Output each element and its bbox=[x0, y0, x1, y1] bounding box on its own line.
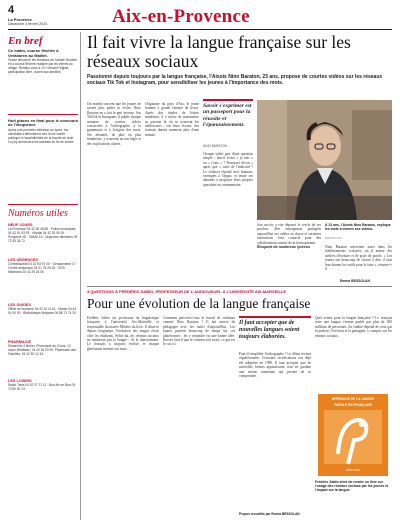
brief1-text: Venez découvrir les créations de l'artiste Nordine et la course fléchée réalisée par les élèves du village. Rendez-vous à 10 h devant l'église, participation libre, ouvert aux familles. bbox=[8, 58, 77, 75]
portrait-photo bbox=[257, 100, 392, 220]
urgences-title: LES URGENCES bbox=[8, 257, 38, 262]
numeros-sub: NEUF JOURS bbox=[8, 222, 33, 227]
article2-col1: Frédéric Sabio est professeur de linguistique française à l'université Aix-Marseille et responsable du master Métiers du livre. Il observe depuis longtemps l'évolution des usages écrits chez les étudiants. Selon lui, les réseaux sociaux ne menacent pas la langue : ils la transforment. Le français a toujours évolué, et chaque génération invente ses mots. bbox=[87, 316, 159, 351]
photo-credit: PHOTO D.R. bbox=[325, 236, 343, 240]
article2-pull-quote: Il faut accepter que de nouvelles langues soient toujours élaborées. bbox=[239, 320, 300, 340]
article1-bold-lead: Éloquent de nombreux lycéens bbox=[257, 245, 311, 249]
article2-headline: Pour une évolution de la langue française bbox=[87, 296, 311, 311]
sidebar-separator bbox=[80, 32, 81, 520]
article1-body-col3: Chaque vidéo part d'une question simple : faut-il écrire « je vais » ou « j'vais » ? Pourquoi dit-on « après que » suivi de l'indicatif ? Le créateur répond avec humour, exemples à l'appui, et invite ses abonnés à proposer leurs propres questions en commentaire. bbox=[203, 152, 253, 187]
brief2-head: Huit places en final pour le concours de l'éloquence bbox=[8, 117, 79, 128]
article1-headline: Il fait vivre la langue française sur les réseaux sociaux bbox=[87, 32, 351, 71]
book-cover-art bbox=[318, 394, 388, 476]
book-label-mid: PAROLE EN FRANÇAISE bbox=[334, 403, 372, 407]
edition-date: Dimanche 4 février 2024 bbox=[8, 22, 48, 26]
article1-body-col1: On entend souvent que les jeunes ne savent plus parler ni écrire. Nino Baraton en a fait le pari inverse. Sur TikTok et Instagram, il publie chaque semaine de courtes vidéos consacrées à l'orthographe, à la grammaire et à l'origine des mots. Ses abonnés, de plus en plus nombreux, y trouvent un ton léger et des explications claires. bbox=[87, 102, 141, 146]
article2-byline: Propos recueillis par Emma BESSOLAN bbox=[239, 512, 300, 516]
article1-quote: Savoir s'exprimer est un passeport pour la réussite et l'épanouissement. bbox=[203, 103, 252, 129]
numeros-title: Numéros utiles bbox=[8, 207, 68, 219]
loisirs-text: Radio Taxis 04 42 27 71 11 · Bus Aix en Bus 09 70 80 90 13 bbox=[8, 382, 76, 391]
article2-pull-quote-bar bbox=[239, 316, 311, 318]
article2-col2: Comment percevez-vous le travail de créateurs comme Nino Baraton ? Il fait œuvre de pédagogie avec les outils d'aujourd'hui. Les jeunes passent beaucoup de temps sur ces plateformes ; les y rejoindre est une bonne idée. Encore faut-il que le contenu soit exact, ce qui est le cas ici. bbox=[163, 316, 235, 347]
brief2-text: Après une première sélection au lycée, les candidats s'affronteront lors d'une soirée publique à l'amphithéâtre de la faculté de droit. Le jury annoncera les lauréats en fin de soirée. bbox=[8, 127, 75, 144]
book-caption: Frédéric Sabio vient de rendre un livre sur l'usage des réseaux sociaux par les jeunes et l'impact sur la langue. bbox=[315, 480, 389, 493]
article2-col3: Faut-il simplifier l'orthographe ? Le débat revient régulièrement. Certaines rectifications ont déjà été adoptées en 1990. Il faut accepter que de nouvelles formes apparaissent, tout en gardant une norme commune qui permet de se comprendre. bbox=[239, 352, 311, 379]
article1-body-col4: Son succès a vite dépassé le cercle de ses proches. Des enseignants partagent aujourd'hui ses vidéos en classe et certaines institutions l'ont contacté pour des collaborations autour de la francophonie. bbox=[257, 223, 321, 245]
article1-standfirst: Passionné depuis toujours par la langue française, l'Aixois Nino Baraton, 23 ans, propose de courtes vidéos sur les réseaux sociaux Tik Tok et Instagram, pour sensibiliser les jeunes à l'importance des mots. bbox=[87, 74, 383, 86]
article1-body-col2: Originaire du pays d'Aix, le jeune homme a grandi entouré de livres. Après des études de lettres modernes, il a choisi de transmettre sa passion là où se trouvent les adolescents : sur leurs écrans. Ses formats durent rarement plus d'une minute. bbox=[145, 102, 199, 137]
section-title: Aix-en-Provence bbox=[112, 6, 250, 27]
photo-caption: À 23 ans, l'Aixois Nino Baraton, explique les mots à travers ses vidéos. bbox=[325, 223, 391, 232]
paper-name: La Provence bbox=[8, 17, 32, 22]
book-publisher: ÉDITIONS bbox=[345, 468, 361, 472]
article1-body-col1b bbox=[87, 279, 141, 281]
page-number: 4 bbox=[8, 4, 15, 16]
article2-col4: Quel avenir pour la langue française ? Le français reste une langue vivante parlée par plus de 300 millions de personnes. Sa vitalité dépend de ceux qui la parlent, l'écrivent et la partagent, y compris sur les réseaux sociaux. bbox=[315, 316, 392, 338]
article1-quote-by: NINO BARATON bbox=[203, 144, 227, 148]
numeros-divider bbox=[8, 204, 78, 205]
loisirs-title: LES LOISIRS bbox=[8, 378, 32, 383]
masthead-rule bbox=[8, 29, 392, 30]
guides-text: Office de tourisme 04 42 16 11 61 · Mairie 04 42 91 90 00 · Bibliothèque Méjanes 04 88 71 74 20 bbox=[8, 306, 77, 315]
article1-body-col5: Nino Baraton intervient aussi dans les établissements scolaires, où il anime des ateliers d'écriture et de prise de parole. « Les jeunes ont beaucoup de choses à dire, il faut leur donner les outils pour le faire », résume-t-il. bbox=[325, 245, 392, 272]
portrait-illustration bbox=[257, 100, 392, 220]
book-label-top: APPROCHE DE LA LANGUE bbox=[331, 397, 375, 401]
article1-byline: Emma BESSOLAN bbox=[340, 279, 370, 283]
sidebar bbox=[8, 32, 78, 520]
article-separator bbox=[87, 286, 392, 287]
article2-kicker: 3 QUESTIONS À FRÉDÉRIC SABIO, PROFESSEUR DE L'AUDIOVISUEL À L'UNIVERSITÉ AIX-MARSEILLE bbox=[87, 289, 287, 294]
article1-quote-mark bbox=[203, 99, 253, 101]
book-cover bbox=[318, 394, 388, 476]
en-bref-title: En bref bbox=[8, 35, 43, 47]
pharmacie-text: Dimanche 4 février. Pharmacie du Cours, 12 cours Mirabeau, 04 42 26 00 90. Pharmacie des Facultés, 04 42 59 12 34. bbox=[8, 343, 77, 356]
urgences-text: Commissariat 04 42 93 97 00 · Gendarmerie 17 · Centre antipoison 04 91 75 25 25 · SOS Médecins 04 42 26 24 00 bbox=[8, 261, 78, 274]
numeros-text: La Provence 04 42 96 48 88 · Police municipale 04 42 91 93 93 · Hôpital 04 42 33 50 00 · Pompiers 18 · SAMU 15 · Urgences dentaires 09 72 39 28 72 bbox=[8, 226, 78, 243]
pharmacie-title: PHARMACIE bbox=[8, 339, 31, 344]
brief1-head: Ce matin, course fléchée à Ventabren au Maillet. bbox=[8, 48, 59, 58]
brief-divider bbox=[8, 114, 78, 115]
guides-title: LES GUIDES bbox=[8, 302, 31, 307]
